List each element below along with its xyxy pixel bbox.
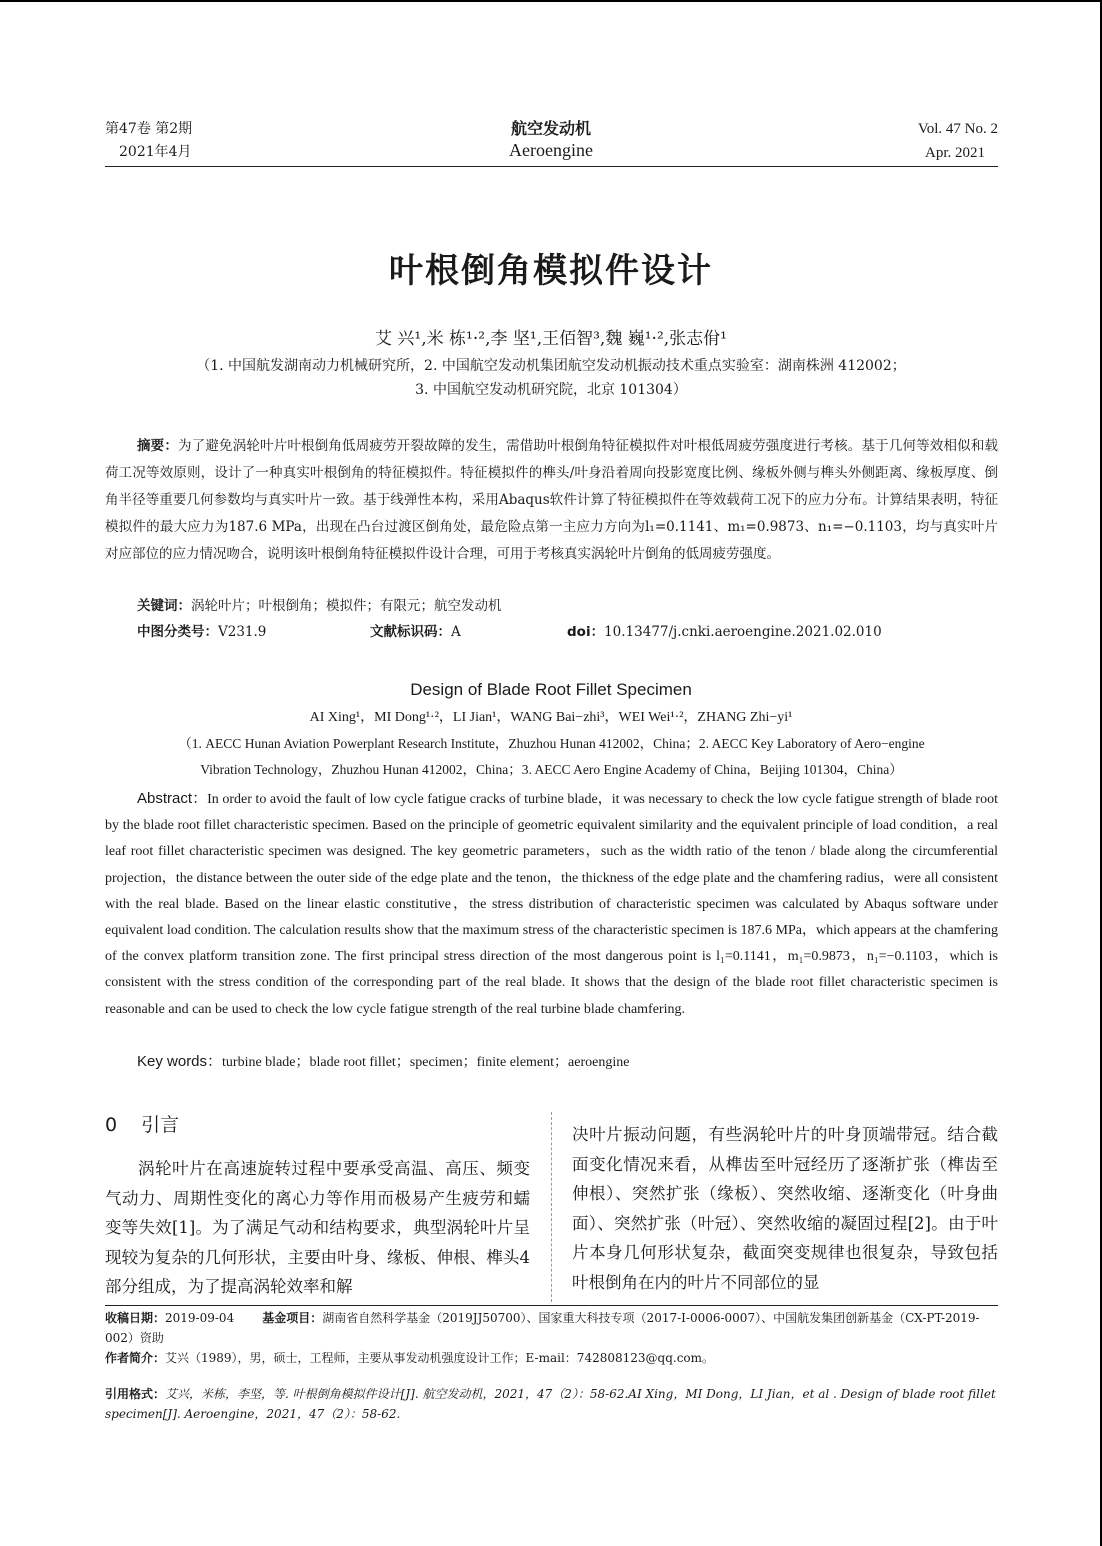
keywords-cn (137, 593, 998, 620)
paper-title-cn: 叶根倒角模拟件设计 (389, 251, 713, 291)
keywords-en (137, 1049, 998, 1076)
clc-value: V231.9 (218, 624, 267, 640)
document-code (370, 619, 461, 646)
body-column-left: 涡轮叶片在高速旋转过程中要承受高温、高压、频变气动力、周期性变化的离心力等作用而极易产生疲劳和蠕变等失效[1]。为了满足气动和结构要求，典型涡轮叶片呈现较为复杂的几何形状，主要由叶身、缘板、伸根、榫头4部分组成，为了提高涡轮效率和解 (105, 1159, 530, 1296)
doi-label: doi： (567, 624, 605, 640)
fund-label: 基金项目： (262, 1311, 323, 1325)
abstract-cn-label: 摘要： (137, 438, 179, 454)
keywords-en-label: Key words： (137, 1053, 223, 1070)
keywords-en-text: turbine blade；blade root fillet；specimen；finite element；aeroengine (222, 1055, 630, 1070)
section-title: 引言 (141, 1114, 180, 1136)
footnote-received-fund (105, 1308, 998, 1348)
author-bio-value: 艾兴（1989），男，硕士，工程师，主要从事发动机强度设计工作；E-mail：742808123@qq.com。 (165, 1351, 715, 1365)
abstract-en-text: In order to avoid the fault of low cycle fatigue cracks of turbine blade，it was necessary to check the low cycle fatigue strength of blade root by the blade root fillet characteristic specimen. Based on the principle of geometric equivalent similarity and the equivalent principle of load condition，a real leaf root fillet characteristic specimen was designed. The key geometric parameters，such as the width ratio of the tenon / blade along the circumferential projection，the distance between the outer side of the edge plate and the tenon，the thickness of the edge plate and the chamfering radius，were all consistent with the real blade. Based on the linear elastic constitutive，the stress distribution of characteristic specimen was calculated by Abaqus software under equivalent load condition. The calculation results show that the maximum stress of the characteristic specimen is 187.6 MPa，which appears at the chamfering of the convex platform transition zone. The first principal stress direction of the most dangerous point is l₁=0.1141，m₁=0.9873，n₁=−0.1103，which is consistent with the stress condition of the corresponding part of the real blade. It shows that the design of the blade root fillet characteristic specimen is reasonable and can be used to check the low cycle fatigue strength of the real turbine blade chamfering. (105, 792, 998, 1017)
abstract-en-label: Abstract： (137, 790, 208, 807)
footnote-citation (105, 1384, 998, 1424)
header-volume: Vol. 47 No. 2 (917, 121, 998, 137)
section-number: 0 (105, 1114, 118, 1136)
header-rule (105, 166, 998, 167)
paper-title-en: Design of Blade Root Fillet Specimen (410, 680, 692, 699)
column-divider (551, 1112, 552, 1302)
received-value: 2019-09-04 (165, 1311, 235, 1325)
affiliation-en-line-2: Vibration Technology，Zhuzhou Hunan 412002，China；3. AECC Aero Engine Academy of China，Beijing 101304，China） (200, 762, 903, 777)
received-label: 收稿日期： (105, 1311, 166, 1325)
authors-cn: 艾 兴¹,米 栋¹·²,李 坚¹,王佰智³,魏 巍¹·²,张志佾¹ (375, 329, 727, 349)
section-heading (105, 1110, 179, 1137)
document-code-label: 文献标识码： (370, 624, 451, 640)
author-bio-label: 作者简介： (105, 1351, 166, 1365)
abstract-cn-text: 为了避免涡轮叶片叶根倒角低周疲劳开裂故障的发生，需借助叶根倒角特征模拟件对叶根低周疲劳强度进行考核。基于几何等效相似和载荷工况等效原则，设计了一种真实叶根倒角的特征模拟件。特征模拟件的榫头/叶身沿着周向投影宽度比例、缘板外侧与榫头外侧距离、缘板厚度、倒角半径等重要几何参数均与真实叶片一致。基于线弹性本构，采用Abaqus软件计算了特征模拟件在等效载荷工况下的应力分布。计算结果表明，特征模拟件的最大应力为187.6 MPa，出现在凸台过渡区倒角处，最危险点第一主应力方向为l₁=0.1141、m₁=0.9873、n₁=−0.1103，均与真实叶片对应部位的应力情况吻合，说明该叶根倒角特征模拟件设计合理，可用于考核真实涡轮叶片倒角的低周疲劳强度。 (105, 438, 999, 562)
footnote-rule (105, 1305, 998, 1306)
affiliation-cn-line-1: （1. 中国航发湖南动力机械研究所，2. 中国航空发动机集团航空发动机振动技术重点实验室：湖南株洲 412002； (196, 358, 906, 374)
abstract-cn (105, 433, 998, 568)
header-journal-en: Aeroengine (509, 140, 593, 160)
header-journal-cn: 航空发动机 (510, 119, 591, 138)
fund-value: 湖南省自然科学基金（2019JJ50700）、国家重大科技专项（2017-I-0006-0007）、中国航发集团创新基金（CX-PT-2019-002）资助 (105, 1311, 980, 1345)
body-column-right: 决叶片振动问题，有些涡轮叶片的叶身顶端带冠。结合截面变化情况来看，从榫齿至叶冠经历了逐渐扩张（榫齿至伸根）、突然扩张（缘板）、突然收缩、逐渐变化（叶身曲面）、突然扩张（叶冠）、突然收缩的凝固过程[2]。由于叶片本身几何形状复杂，截面突变规律也很复杂，导致包括叶根倒角在内的叶片不同部位的显 (572, 1125, 998, 1292)
clc-label: 中图分类号： (137, 624, 218, 640)
citation-label: 引用格式： (105, 1387, 166, 1401)
header-date-en: Apr. 2021 (925, 145, 985, 161)
document-code-value: A (451, 624, 461, 640)
affiliation-en-line-1: （1. AECC Hunan Aviation Powerplant Research Institute，Zhuzhou Hunan 412002，China；2. AECC Key Laboratory of Aero−engine (178, 736, 925, 751)
clc-code (137, 619, 266, 646)
doi (567, 619, 882, 646)
header-date-cn: 2021年4月 (119, 144, 192, 160)
doi-value: 10.13477/j.cnki.aeroengine.2021.02.010 (604, 624, 882, 640)
citation-value: 艾兴，米栋，李坚，等. 叶根倒角模拟件设计[J]. 航空发动机，2021，47（2）：58-62.AI Xing，MI Dong，LI Jian，et al . Design of blade root fillet specimen[J]. Aeroengine，2021，47（2）：58-62. (105, 1387, 996, 1421)
keywords-cn-label: 关键词： (137, 598, 191, 614)
keywords-cn-text: 涡轮叶片；叶根倒角；模拟件；有限元；航空发动机 (191, 598, 502, 614)
authors-en: AI Xing¹，MI Dong¹·²，LI Jian¹，WANG Bai−zhi³，WEI Wei¹·²，ZHANG Zhi−yi¹ (309, 710, 793, 725)
footnote-author (105, 1348, 998, 1368)
header-issue: 第47卷 第2期 (105, 121, 193, 137)
affiliation-cn-line-2: 3. 中国航空发动机研究院，北京 101304） (415, 382, 687, 398)
abstract-en (105, 786, 998, 1023)
page-border-top (0, 0, 1102, 2)
